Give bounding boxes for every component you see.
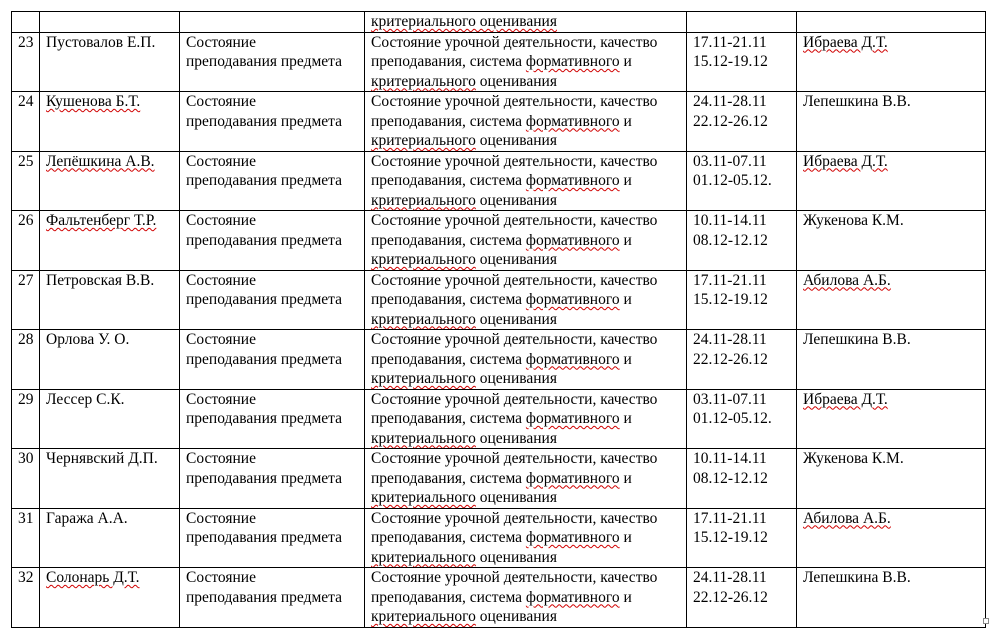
subject-line-2: преподавания предмета xyxy=(186,588,343,606)
table-row xyxy=(12,151,986,211)
date-range-1: 03.11-07.11 xyxy=(693,390,767,408)
description-line-1: Состояние урочной деятельности, качество xyxy=(371,509,658,527)
cell-responsible xyxy=(797,151,986,211)
subject-line-1: Состояние xyxy=(186,212,256,229)
responsible-name: Абилова А.Б. xyxy=(803,271,891,289)
cell-number xyxy=(12,330,40,390)
description-text-marked: формативного xyxy=(525,410,620,427)
description-text-marked: критериального xyxy=(371,310,476,328)
cell-number xyxy=(12,449,40,509)
description-text: преподавания, система xyxy=(371,172,526,189)
row-number: 23 xyxy=(18,33,34,51)
description-line-1: Состояние урочной деятельности, качество xyxy=(371,331,658,348)
description-line-3 xyxy=(371,429,682,449)
subject-line-2: преподавания предмета xyxy=(186,410,343,427)
description-text: оценивания xyxy=(475,370,557,387)
description-line-1: Состояние урочной деятельности, качество xyxy=(371,152,658,170)
table-row xyxy=(12,270,986,330)
description-line-3 xyxy=(371,131,682,151)
cell-responsible xyxy=(797,449,986,509)
cell-responsible xyxy=(797,330,986,390)
description-text-marked: критериального xyxy=(371,191,476,209)
subject-line-2: преподавания предмета xyxy=(186,231,343,249)
description-text-marked: критериального xyxy=(371,132,476,149)
description-text: преподавания, система xyxy=(371,291,526,308)
date-range-1: 17.11-21.11 xyxy=(693,509,767,527)
description-text: оценивания xyxy=(475,251,557,268)
description-text: и xyxy=(619,53,632,70)
description-line-2 xyxy=(371,171,682,191)
subject-line-1: Состояние xyxy=(186,390,256,408)
subject-line-2: преподавания предмета xyxy=(186,469,343,487)
description-text: оценивания xyxy=(475,72,557,90)
description-line-3 xyxy=(371,72,682,92)
description-text: оценивания xyxy=(475,132,557,149)
cell-dates xyxy=(687,449,797,509)
description-line-1: Состояние урочной деятельности, качество xyxy=(371,390,658,408)
table-resize-handle[interactable] xyxy=(983,618,989,624)
description-text: преподавания, система xyxy=(371,350,526,368)
description-text: и xyxy=(619,291,632,308)
cell-number xyxy=(12,92,40,152)
cell-subject xyxy=(180,449,365,509)
subject-line-1: Состояние xyxy=(186,93,256,110)
description-text: оценивания xyxy=(475,489,557,506)
description-text-marked: критериального xyxy=(371,548,476,566)
row-number: 24 xyxy=(18,93,34,110)
description-text: оценивания xyxy=(475,548,557,566)
cell-responsible xyxy=(797,389,986,449)
cell-dates xyxy=(687,508,797,568)
responsible-name: Ибраева Д.Т. xyxy=(803,33,888,51)
row-number: 31 xyxy=(18,509,34,527)
description-text: и xyxy=(619,172,632,189)
cell-number xyxy=(12,211,40,271)
cell-responsible xyxy=(797,508,986,568)
teacher-name: Лессер С.К. xyxy=(46,390,125,408)
date-range-1: 17.11-21.11 xyxy=(693,33,767,51)
description-line-2 xyxy=(371,528,682,548)
teacher-name: Петровская В.В. xyxy=(46,271,155,289)
description-text-marked: критериального xyxy=(371,251,476,268)
date-range-2: 22.12-26.12 xyxy=(693,588,768,606)
cell-number xyxy=(12,12,40,33)
cell-subject xyxy=(180,12,365,33)
cell-name xyxy=(40,12,180,33)
subject-line-1: Состояние xyxy=(186,569,256,586)
subject-line-2: преподавания предмета xyxy=(186,350,343,368)
cell-dates xyxy=(687,12,797,33)
description-text: преподавания, система xyxy=(371,410,526,427)
subject-line-2: преподавания предмета xyxy=(186,529,343,546)
description-line-1: Состояние урочной деятельности, качество xyxy=(371,271,658,289)
table-row xyxy=(12,508,986,568)
cell-subject xyxy=(180,508,365,568)
cell-description xyxy=(365,32,687,92)
date-range-2: 15.12-19.12 xyxy=(693,529,768,546)
cell-description xyxy=(365,330,687,390)
subject-line-2: преподавания предмета xyxy=(186,112,343,130)
description-text-marked: формативного xyxy=(525,172,620,189)
cell-name xyxy=(40,92,180,152)
cell-responsible xyxy=(797,568,986,628)
cell-name xyxy=(40,211,180,271)
subject-line-1: Состояние xyxy=(186,450,256,467)
description-line-2 xyxy=(371,290,682,310)
cell-responsible xyxy=(797,92,986,152)
cell-responsible xyxy=(797,211,986,271)
cell-description xyxy=(365,211,687,271)
date-range-2: 22.12-26.12 xyxy=(693,350,768,368)
cell-subject xyxy=(180,92,365,152)
cell-subject xyxy=(180,151,365,211)
cell-dates xyxy=(687,330,797,390)
cell-dates xyxy=(687,568,797,628)
cell-number xyxy=(12,508,40,568)
cell-dates xyxy=(687,389,797,449)
cell-name xyxy=(40,508,180,568)
description-line-3 xyxy=(371,191,682,211)
subject-line-1: Состояние xyxy=(186,509,256,527)
date-range-2: 15.12-19.12 xyxy=(693,53,768,70)
cell-description xyxy=(365,92,687,152)
teacher-name: Пустовалов Е.П. xyxy=(46,33,156,51)
cell-subject xyxy=(180,211,365,271)
description-text: и xyxy=(619,588,632,606)
description-text: оценивания xyxy=(475,429,557,447)
description-text: и xyxy=(619,469,632,487)
responsible-name: Ибраева Д.Т. xyxy=(803,390,888,408)
description-text: оценивания xyxy=(475,191,557,209)
description-line-3 xyxy=(371,250,682,270)
description-text-marked: критериального xyxy=(371,608,476,625)
teacher-name: Кушенова Б.Т. xyxy=(46,93,141,110)
description-text-marked: критериального xyxy=(371,72,476,90)
row-number: 30 xyxy=(18,450,34,467)
cell-number xyxy=(12,32,40,92)
cell-number xyxy=(12,568,40,628)
date-range-1: 24.11-28.11 xyxy=(693,569,767,586)
responsible-name: Лепешкина В.В. xyxy=(803,93,911,110)
date-range-1: 24.11-28.11 xyxy=(693,331,767,348)
date-range-2: 22.12-26.12 xyxy=(693,112,768,130)
table-row xyxy=(12,449,986,509)
cell-name xyxy=(40,449,180,509)
description-text-marked: формативного xyxy=(525,291,620,308)
date-range-1: 17.11-21.11 xyxy=(693,271,767,289)
subject-line-1: Состояние xyxy=(186,331,256,348)
cell-description xyxy=(365,151,687,211)
cell-name xyxy=(40,32,180,92)
description-text-marked: формативного xyxy=(525,529,620,546)
description-text-marked: критериального xyxy=(371,370,476,387)
cell-number xyxy=(12,389,40,449)
cell-number xyxy=(12,270,40,330)
teacher-name: Орлова У. О. xyxy=(46,331,130,348)
responsible-name: Абилова А.Б. xyxy=(803,509,891,527)
description-line-2 xyxy=(371,112,682,132)
cell-responsible xyxy=(797,270,986,330)
row-number: 29 xyxy=(18,390,34,408)
row-number: 28 xyxy=(18,331,34,348)
date-range-2: 01.12-05.12. xyxy=(693,410,772,427)
date-range-1: 10.11-14.11 xyxy=(693,450,767,467)
description-line-1: Состояние урочной деятельности, качество xyxy=(371,569,658,586)
responsible-name: Ибраева Д.Т. xyxy=(803,152,888,170)
responsible-name: Лепешкина В.В. xyxy=(803,331,911,348)
date-range-2: 01.12-05.12. xyxy=(693,172,772,189)
schedule-table xyxy=(11,11,986,628)
description-line-2 xyxy=(371,469,682,489)
cell-description xyxy=(365,389,687,449)
cell-dates xyxy=(687,32,797,92)
teacher-name: Лепёшкина А.В. xyxy=(46,152,155,170)
description-line-2 xyxy=(371,350,682,370)
cell-subject xyxy=(180,330,365,390)
description-line-1: Состояние урочной деятельности, качество xyxy=(371,212,658,229)
cell-dates xyxy=(687,270,797,330)
description-line-2 xyxy=(371,52,682,72)
date-range-2: 08.12-12.12 xyxy=(693,469,768,487)
description-text: преподавания, система xyxy=(371,231,526,249)
description-line-2 xyxy=(371,231,682,251)
teacher-name: Солонарь Д.Т. xyxy=(46,569,140,586)
table-row-continuation xyxy=(12,12,986,33)
description-text-marked: формативного xyxy=(525,112,620,130)
description-line-1: Состояние урочной деятельности, качество xyxy=(371,93,658,110)
description-line-1: Состояние урочной деятельности, качество xyxy=(371,33,658,51)
description-tail: критериального оценивания xyxy=(371,13,557,30)
description-text: и xyxy=(619,529,632,546)
date-range-2: 15.12-19.12 xyxy=(693,291,768,308)
row-number: 26 xyxy=(18,212,34,229)
teacher-name: Фальтенберг Т.Р. xyxy=(46,212,157,229)
description-text: и xyxy=(619,350,632,368)
cell-description xyxy=(365,449,687,509)
description-line-2 xyxy=(371,409,682,429)
description-line-3 xyxy=(371,607,682,627)
subject-line-1: Состояние xyxy=(186,271,256,289)
teacher-name: Гаража А.А. xyxy=(46,509,128,527)
cell-name xyxy=(40,330,180,390)
description-text: преподавания, система xyxy=(371,112,526,130)
description-text: оценивания xyxy=(475,608,557,625)
cell-name xyxy=(40,568,180,628)
cell-dates xyxy=(687,151,797,211)
description-text-marked: критериального xyxy=(371,429,476,447)
description-line-2 xyxy=(371,588,682,608)
cell-dates xyxy=(687,211,797,271)
responsible-name: Лепешкина В.В. xyxy=(803,569,911,586)
subject-line-1: Состояние xyxy=(186,33,256,51)
description-line-1: Состояние урочной деятельности, качество xyxy=(371,450,658,467)
teacher-name: Чернявский Д.П. xyxy=(46,450,158,467)
cell-description xyxy=(365,508,687,568)
table-row xyxy=(12,330,986,390)
table-row xyxy=(12,32,986,92)
description-text-marked: формативного xyxy=(525,469,620,487)
description-text: преподавания, система xyxy=(371,53,526,70)
table-row xyxy=(12,568,986,628)
description-text: и xyxy=(619,410,632,427)
description-text-marked: формативного xyxy=(525,350,620,368)
description-text-marked: формативного xyxy=(525,588,620,606)
description-text: и xyxy=(619,231,632,249)
description-text-marked: формативного xyxy=(525,231,620,249)
subject-line-1: Состояние xyxy=(186,152,256,170)
responsible-name: Жукенова К.М. xyxy=(803,212,904,229)
row-number: 25 xyxy=(18,152,34,170)
cell-subject xyxy=(180,32,365,92)
date-range-1: 10.11-14.11 xyxy=(693,212,767,229)
cell-name xyxy=(40,270,180,330)
cell-name xyxy=(40,389,180,449)
description-text: преподавания, система xyxy=(371,469,526,487)
table-row xyxy=(12,211,986,271)
description-text: преподавания, система xyxy=(371,529,526,546)
table-row xyxy=(12,92,986,152)
table-row xyxy=(12,389,986,449)
subject-line-2: преподавания предмета xyxy=(186,172,343,189)
cell-description xyxy=(365,568,687,628)
row-number: 27 xyxy=(18,271,34,289)
description-text-marked: критериального xyxy=(371,489,476,506)
date-range-1: 03.11-07.11 xyxy=(693,152,767,170)
description-line-3 xyxy=(371,369,682,389)
cell-subject xyxy=(180,568,365,628)
subject-line-2: преподавания предмета xyxy=(186,291,343,308)
responsible-name: Жукенова К.М. xyxy=(803,450,904,467)
date-range-2: 08.12-12.12 xyxy=(693,231,768,249)
description-text: оценивания xyxy=(475,310,557,328)
description-line-3 xyxy=(371,488,682,508)
description-text-marked: формативного xyxy=(525,53,620,70)
row-number: 32 xyxy=(18,569,34,586)
cell-responsible xyxy=(797,12,986,33)
description-line-3 xyxy=(371,310,682,330)
cell-dates xyxy=(687,92,797,152)
cell-responsible xyxy=(797,32,986,92)
cell-subject xyxy=(180,270,365,330)
cell-subject xyxy=(180,389,365,449)
cell-description xyxy=(365,270,687,330)
date-range-1: 24.11-28.11 xyxy=(693,93,767,110)
description-text: и xyxy=(619,112,632,130)
cell-name xyxy=(40,151,180,211)
description-line-3 xyxy=(371,548,682,568)
cell-description xyxy=(365,12,687,33)
description-text: преподавания, система xyxy=(371,588,526,606)
subject-line-2: преподавания предмета xyxy=(186,53,343,70)
cell-number xyxy=(12,151,40,211)
